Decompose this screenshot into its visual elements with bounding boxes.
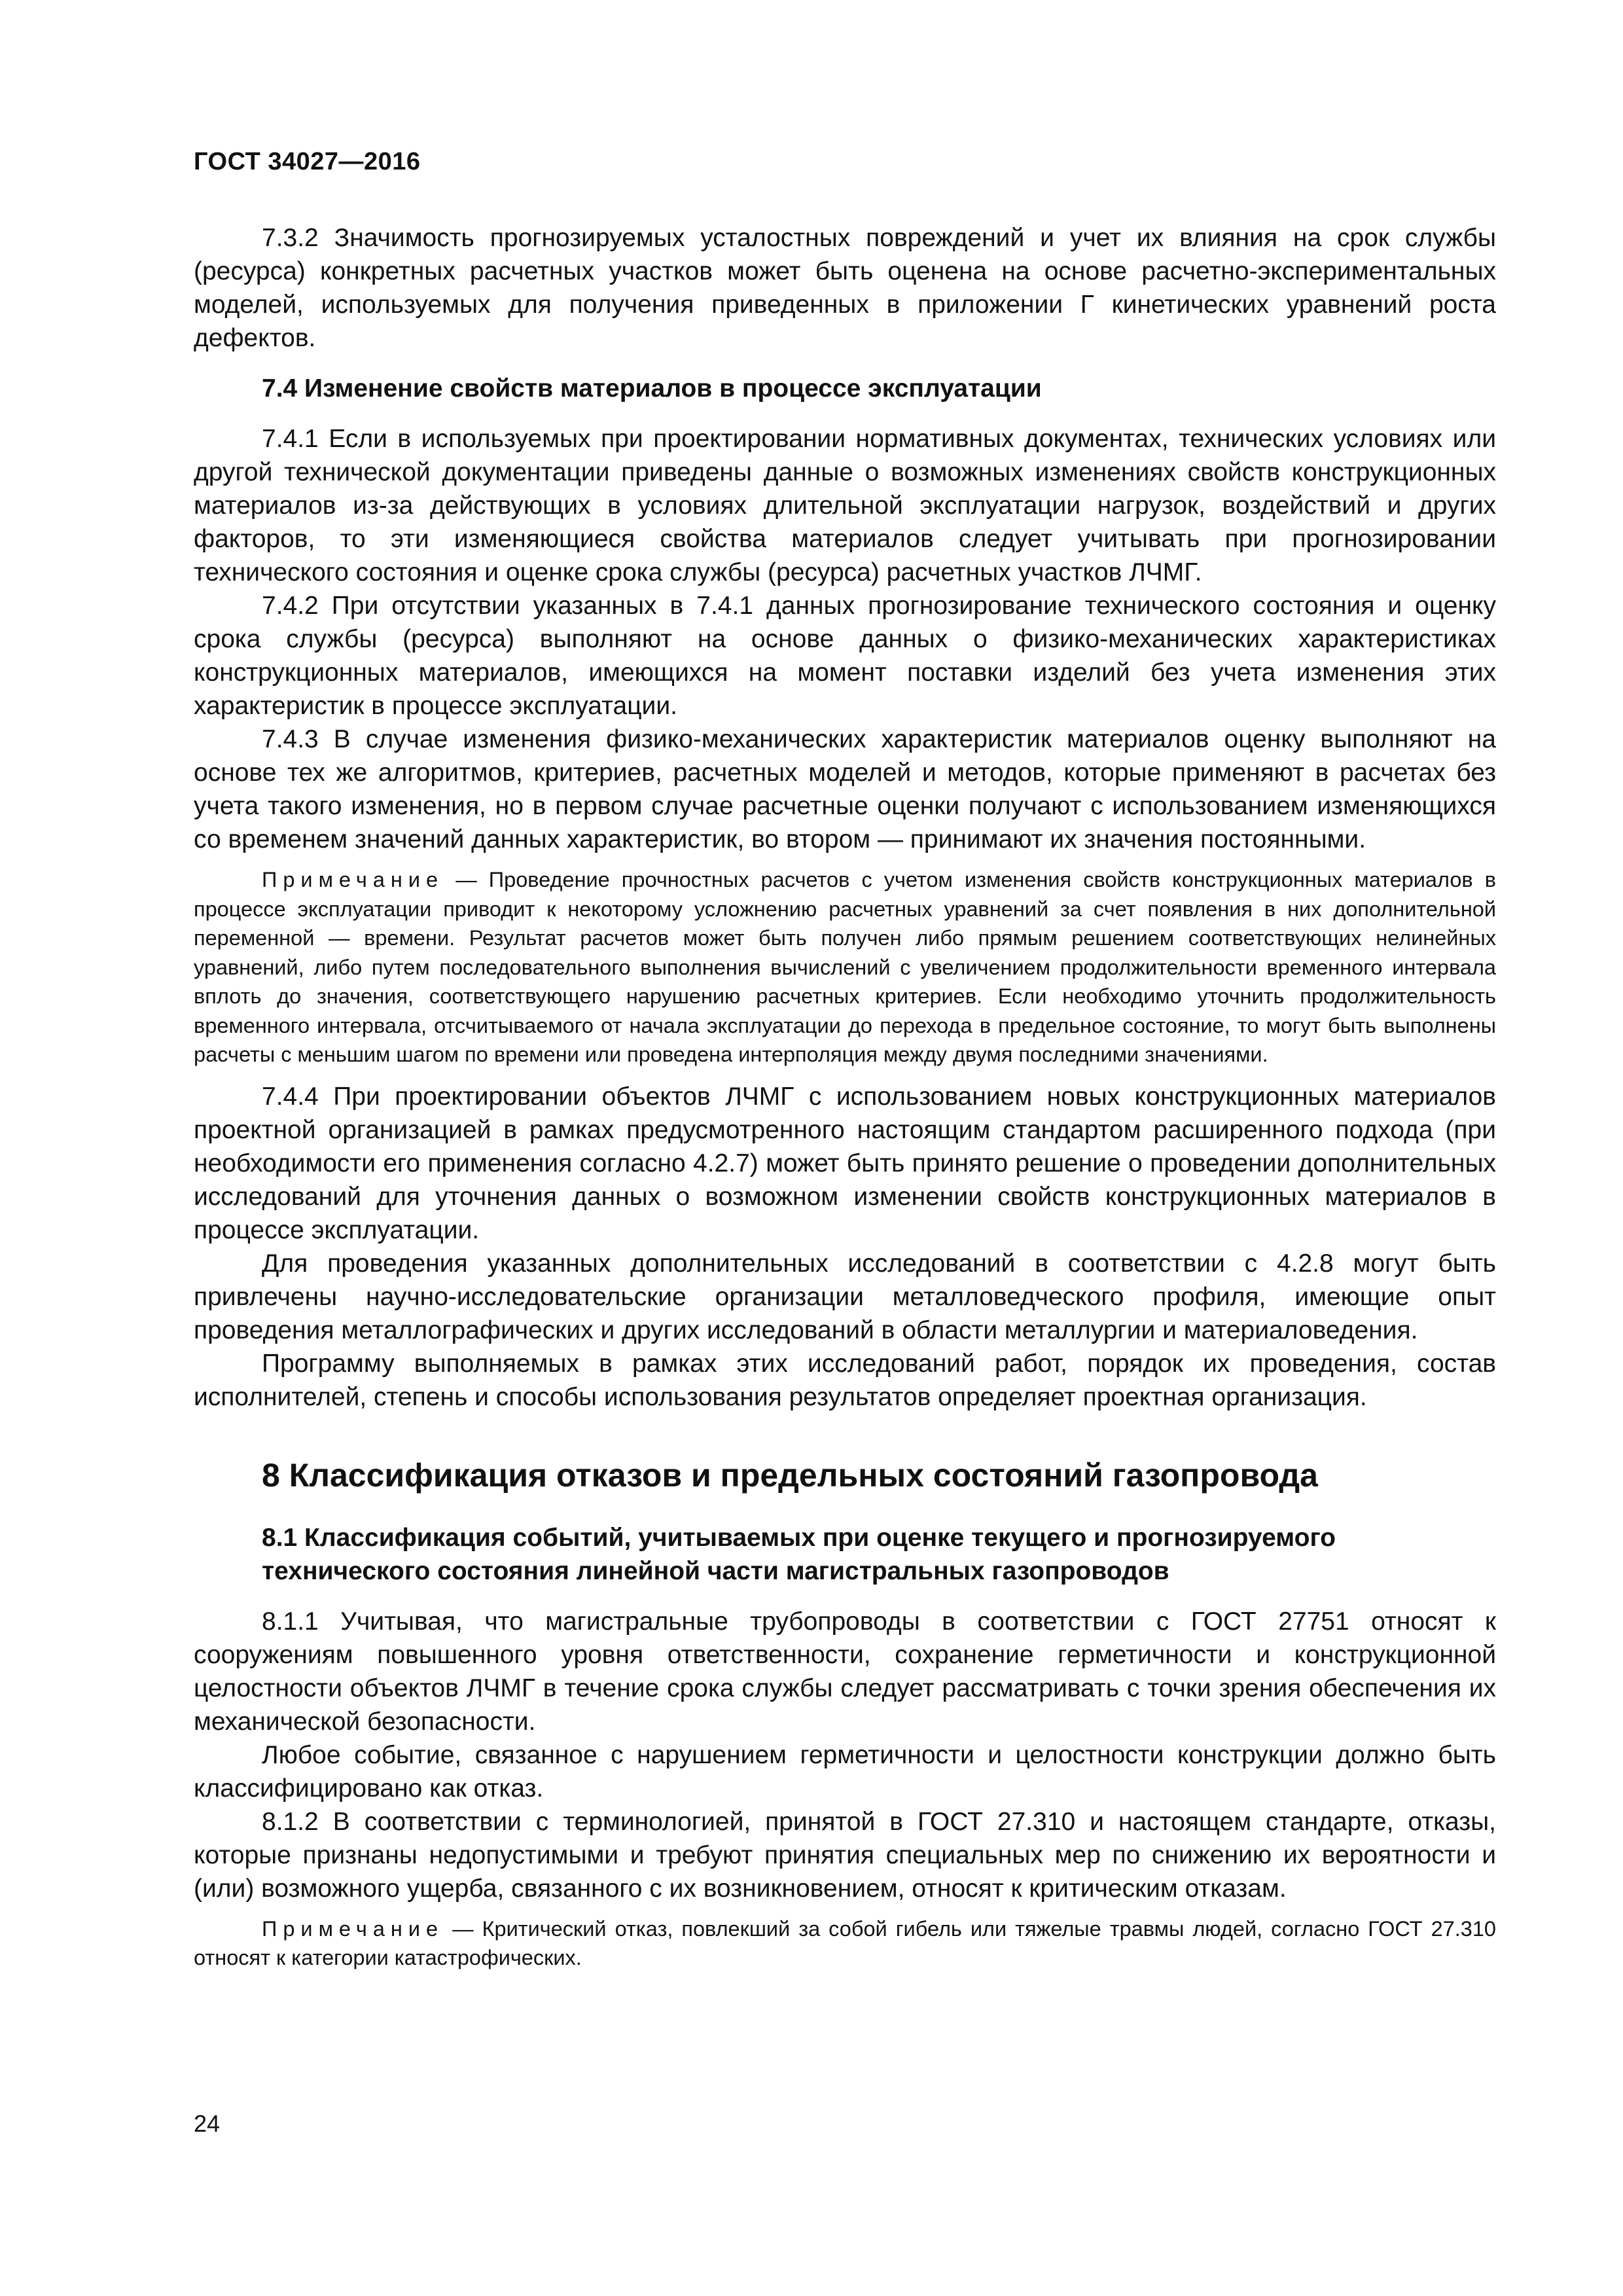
note-1-text: — Проведение прочностных расчетов с учетом изменения свойств конструкционных материалов в процессе эксплуатации приводит к некоторому усложнению расчетных уравнений за счет появления в них дополнительной переменной — времени. Результат расчетов может быть получен либо прямым решением соответствующих нелинейных уравнений, либо путем последовательного выполнения вычислений с увеличением продолжительности временного интервала вплоть до значения, соответствующего нарушению расчетных критериев. Если необходимо уточнить продолжительность временного интервала, отсчитываемого от начала эксплуатации до перехода в предельное состояние, то могут быть выполнены расчеты с меньшим шагом по времени или проведена интерполяция между двумя последними значениями. [194,868,1496,1066]
note-2 [194,1914,1496,1973]
document-body [194,221,1496,1983]
heading-8-1: 8.1 Классификация событий, учитываемых при оценке текущего и прогнозируемого технического состояния линейной части магистральных газопроводов [262,1523,1336,1585]
note-2-label: Примечание [262,1916,444,1941]
page-number: 24 [194,2110,221,2137]
note-1 [194,865,1496,1069]
paragraph-8-1-2: 8.1.2 В соответствии с терминологией, принятой в ГОСТ 27.310 и настоящем стандарте, отказы, которые признаны недопустимыми и требуют принятия специальных мер по снижению их вероятности и (или) возможного ущерба, связанного с их возникновением, относят к критическим отказам. [194,1807,1496,1903]
paragraph-7-4-4-c: Программу выполняемых в рамках этих исследований работ, порядок их проведения, состав исполнителей, степень и способы использования результатов определяет проектная организация. [194,1349,1496,1411]
paragraph-7-4-4-b: Для проведения указанных дополнительных исследований в соответствии с 4.2.8 могут быть привлечены научно-исследовательские организации металловедческого профиля, имеющие опыт проведения металлографических и других исследований в области металлургии и материаловедения. [194,1249,1496,1344]
heading-7-4: 7.4 Изменение свойств материалов в процессе эксплуатации [262,374,1042,403]
paragraph-8-1-1-b: Любое событие, связанное с нарушением герметичности и целостности конструкции должно быть классифицировано как отказ. [194,1740,1496,1803]
heading-8: 8 Классификация отказов и предельных состояний газопровода [262,1456,1318,1494]
note-2-text: — Критический отказ, повлекший за собой гибель или тяжелые травмы людей, согласно ГОСТ 27.310 относят к категории катастрофических. [194,1916,1496,1969]
paragraph-8-1-1: 8.1.1 Учитывая, что магистральные трубопроводы в соответствии с ГОСТ 27751 относят к сооружениям повышенного уровня ответственности, сохранение герметичности и конструкционной целостности объектов ЛЧМГ в течение срока службы следует рассматривать с точки зрения обеспечения их механической безопасности. [194,1607,1496,1736]
standard-code-header: ГОСТ 34027—2016 [194,148,421,175]
note-1-label: Примечание [262,868,444,891]
paragraph-7-3-2: 7.3.2 Значимость прогнозируемых усталостных повреждений и учет их влияния на срок службы (ресурса) конкретных расчетных участков может быть оценена на основе расчетно-экспериментальных моделей, используемых для получения приведенных в приложении Г кинетических уравнений роста дефектов. [194,224,1496,352]
paragraph-7-4-1: 7.4.1 Если в используемых при проектировании нормативных документах, технических условиях или другой технической документации приведены данные о возможных изменениях свойств конструкционных материалов из-за действующих в условиях длительной эксплуатации нагрузок, воздействий и других факторов, то эти изменяющиеся свойства материалов следует учитывать при прогнозировании технического состояния и оценке срока службы (ресурса) расчетных участков ЛЧМГ. [194,425,1496,586]
paragraph-7-4-3: 7.4.3 В случае изменения физико-механических характеристик материалов оценку выполняют на основе тех же алгоритмов, критериев, расчетных моделей и методов, которые применяют в расчетах без учета такого изменения, но в первом случае расчетные оценки получают с использованием изменяющихся со временем значений данных характеристик, во втором — принимают их значения постоянными. [194,725,1496,853]
paragraph-7-4-4: 7.4.4 При проектировании объектов ЛЧМГ с использованием новых конструкционных материалов проектной организацией в рамках предусмотренного настоящим стандартом расширенного подхода (при необходимости его применения согласно 4.2.7) может быть принято решение о проведении дополнительных исследований для уточнения данных о возможном изменении свойств конструкционных материалов в процессе эксплуатации. [194,1082,1496,1244]
paragraph-7-4-2: 7.4.2 При отсутствии указанных в 7.4.1 данных прогнозирование технического состояния и оценку срока службы (ресурса) выполняют на основе данных о физико-механических характеристиках конструкционных материалов, имеющихся на момент поставки изделий без учета изменения этих характеристик в процессе эксплуатации. [194,592,1496,720]
